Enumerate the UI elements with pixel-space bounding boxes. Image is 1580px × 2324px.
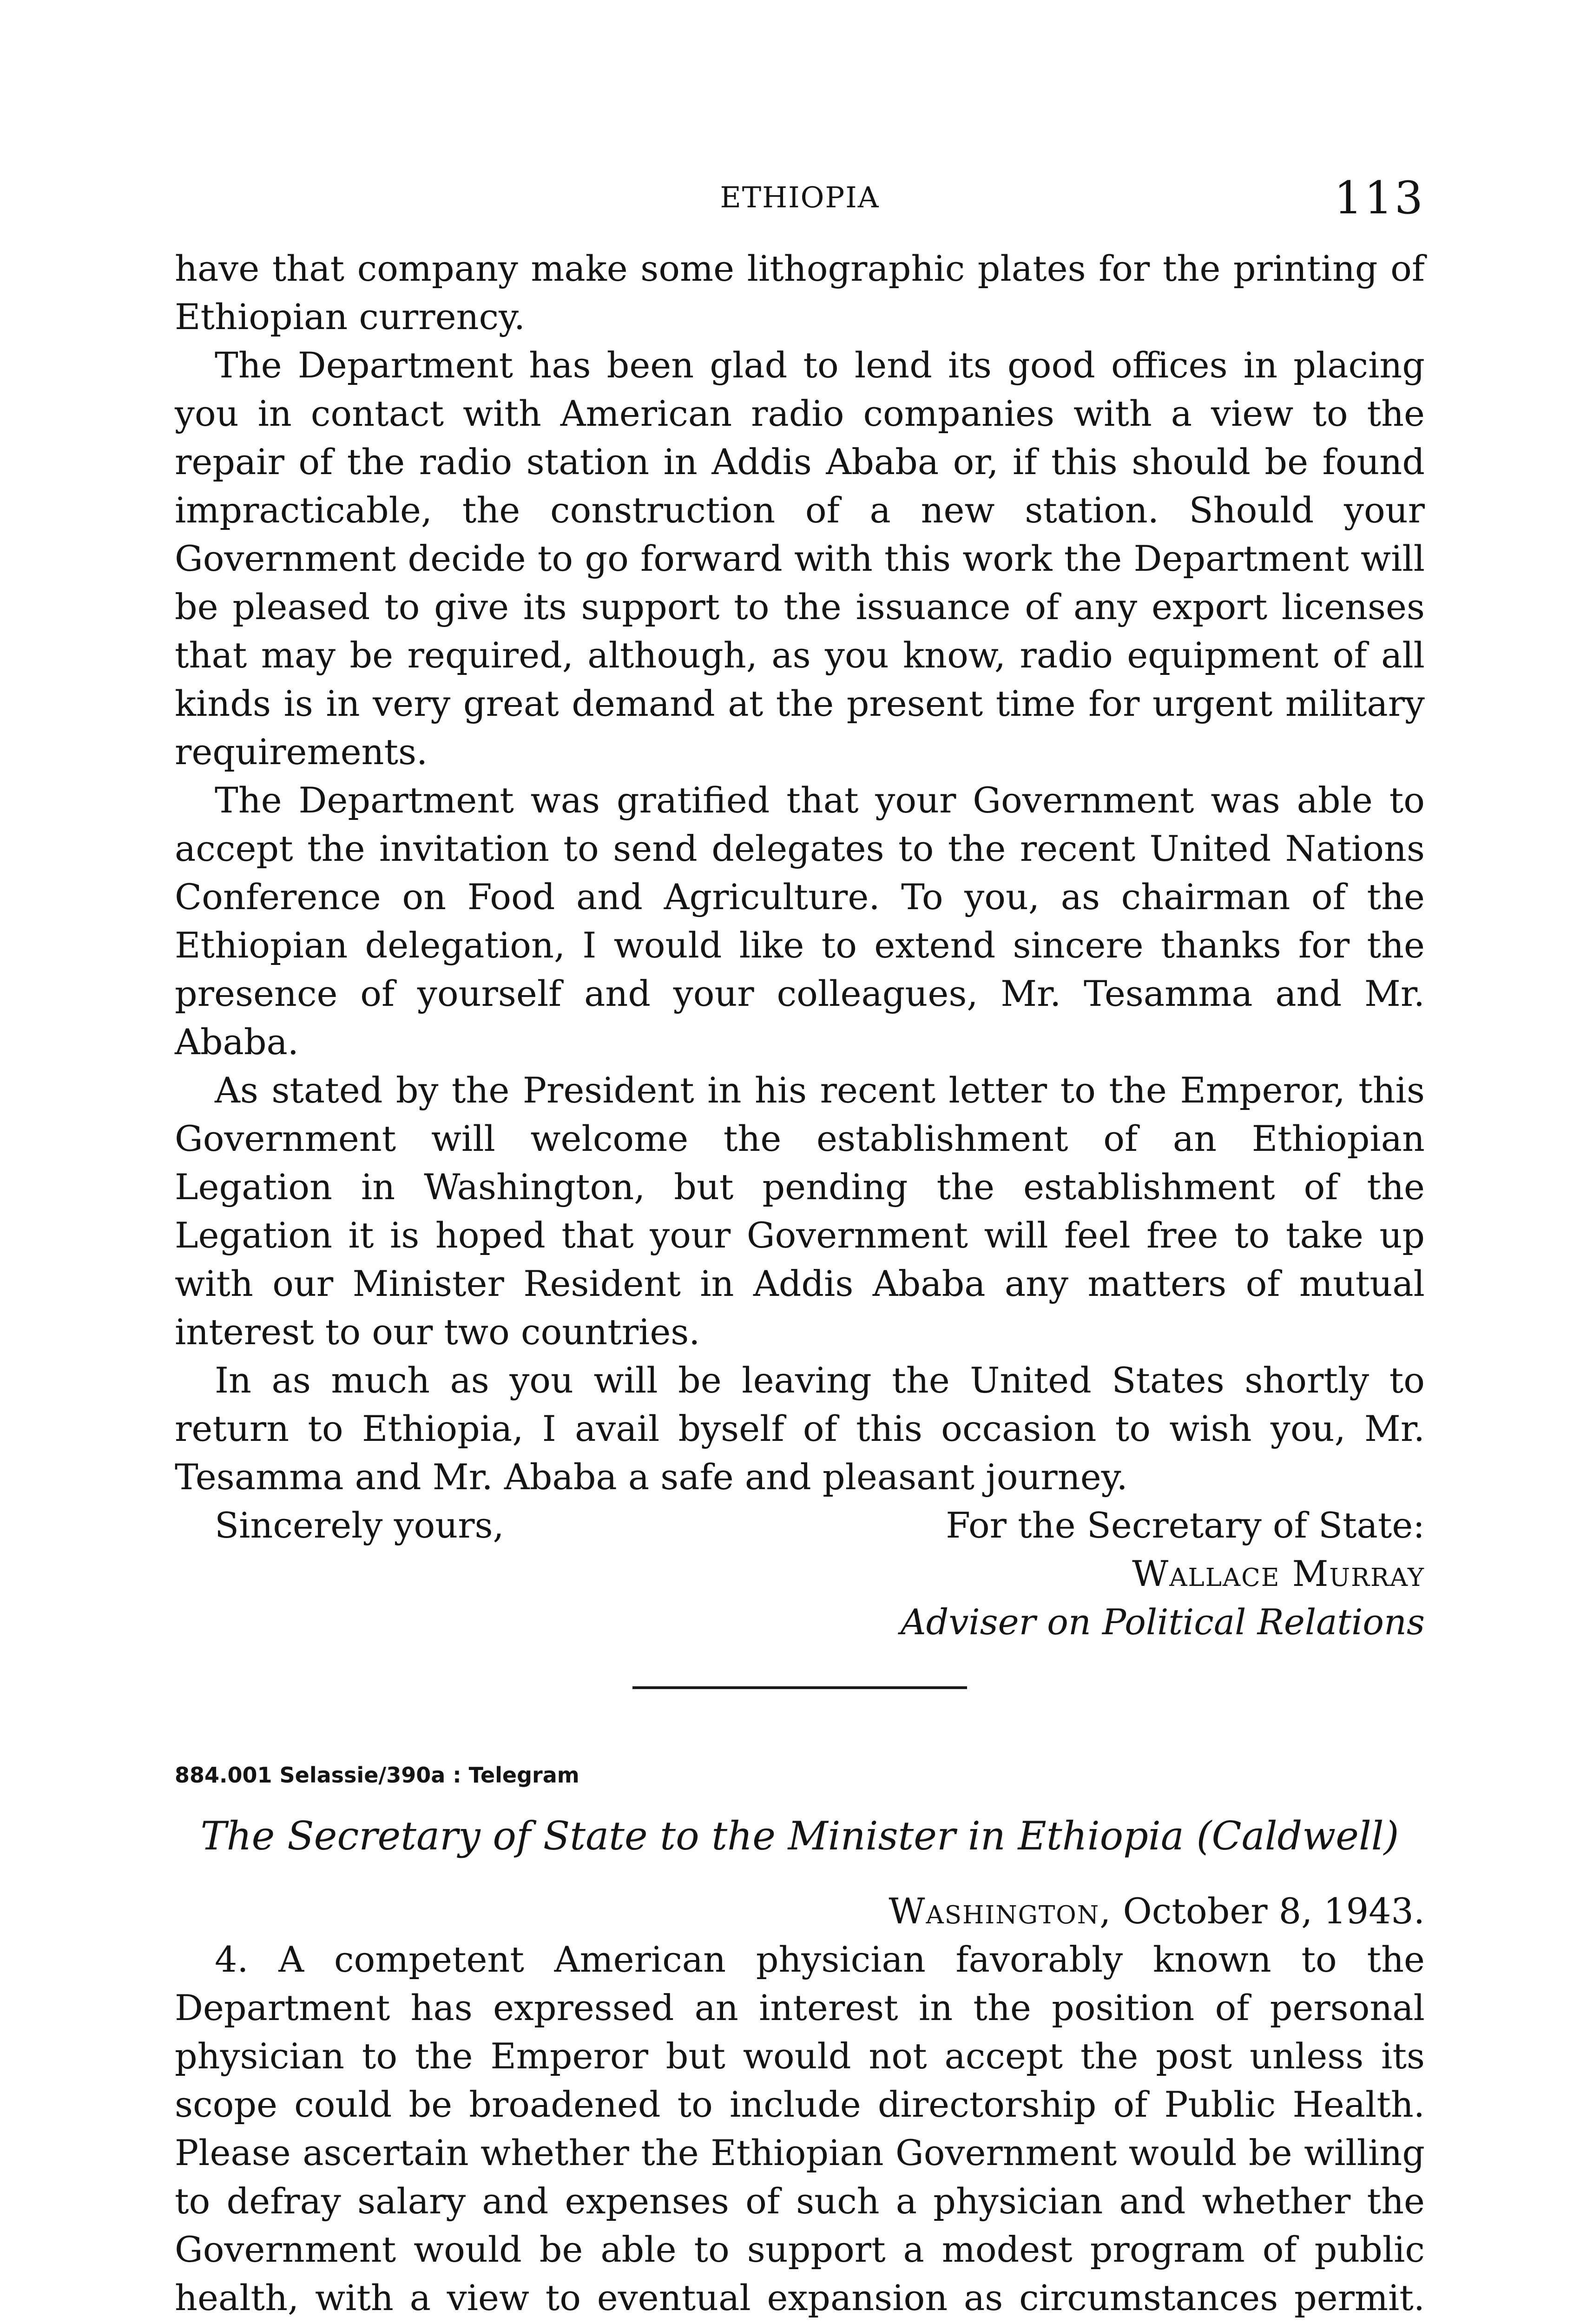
signer-title: Adviser on Political Relations <box>900 1601 1425 1643</box>
letter-paragraph: As stated by the President in his recent letter to the Emperor, this Government will welcome the establishment of an Ethiopian Legation in Washington, but pending the establishment of the Legation it is hoped that your Government will feel free to take up with our Minister Resident in Addis Ababa any matters of mutual interest to our two countries. <box>175 1070 1425 1353</box>
letter-paragraph: The Department has been glad to lend its good offices in placing you in contact with American radio companies with a view to the repair of the radio station in Addis Ababa or, if this should be found impracticable, the construction of a new station. Should your Government decide to go forward with this work the Department will be pleased to give its support to the issuance of any export licenses that may be required, although, as you know, radio equipment of all kinds is in very great demand at the present time for urgent military requirements. <box>175 344 1425 772</box>
for-secretary-line: For the Secretary of State: <box>946 1505 1425 1546</box>
letter-paragraph: In as much as you will be leaving the United States shortly to return to Ethiopia, I avail byself of this occasion to wish you, Mr. Tesamma and Mr. Ababa a safe and pleasant journey. <box>175 1360 1425 1498</box>
letter-paragraph: have that company make some lithographic plates for the printing of Ethiopian currency. <box>175 248 1425 337</box>
page-header <box>175 172 1425 223</box>
signer-name: Wallace Murray <box>1132 1553 1425 1594</box>
dateline-place: Washington, <box>889 1890 1112 1932</box>
telegram-paragraph: 4. A competent American physician favorably known to the Department has expressed an interest in the position of personal physician to the Emperor but would not accept the post unless its scope could be broadened to include directorship of Public Health. Please ascertain whether the Ethiopian Government would be willing to defray salary and expenses of such a physician and whether the Government would be able to support a modest program of public health, with a view to eventual expansion as circumstances permit. <box>175 1939 1425 2318</box>
complimentary-close: Sincerely yours, <box>215 1505 504 1546</box>
file-reference: 884.001 Selassie/390a : Telegram <box>175 1763 579 1788</box>
dateline <box>175 1887 1425 1935</box>
section-divider <box>632 1686 967 1689</box>
letter-paragraph: The Department was gratified that your Government was able to accept the invitation to send delegates to the recent United Nations Conference on Food and Agriculture. To you, as chairman of the Ethiopian delegation, I would like to extend sincere thanks for the presence of yourself and your colleagues, Mr. Tesamma and Mr. Ababa. <box>175 779 1425 1063</box>
page-number: 113 <box>1334 172 1425 224</box>
letter-closing <box>175 1501 1425 1646</box>
running-head: ETHIOPIA <box>720 180 880 214</box>
page-body <box>175 244 1425 2324</box>
document-title: The Secretary of State to the Minister in Ethiopia (Caldwell) <box>200 1813 1399 1859</box>
dateline-date: October 8, 1943. <box>1123 1890 1425 1932</box>
